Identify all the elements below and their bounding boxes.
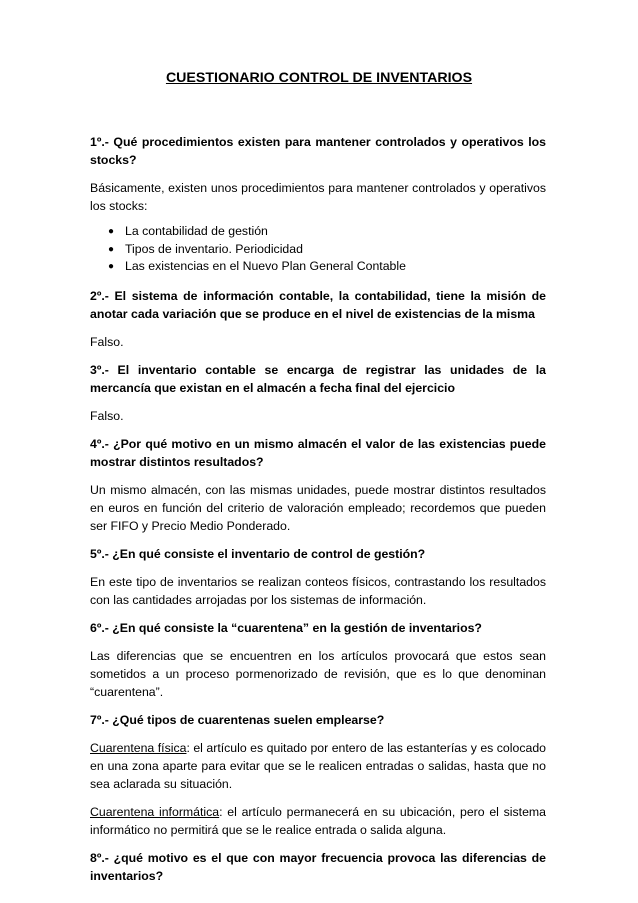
question-5: 5º.- ¿En qué consiste el inventario de control de gestión? [90, 546, 426, 561]
question-1: 1º.- Qué procedimientos existen para mantener controlados y operativos los stocks? [90, 135, 546, 167]
question-2: 2º.- El sistema de información contable, la contabilidad, tiene la misión de anotar cada variación que se produce en el nivel de existencias de la misma [90, 288, 546, 321]
answer-7-physical: Cuarentena física: el artículo es quitado por entero de las estanterías y es colocado en una zona aparte para evitar que se le realicen entradas o salidas, hasta que no sea aclarada su situación. [90, 740, 547, 791]
answer-2: Falso. [90, 334, 124, 349]
bullet-icon: ● [108, 226, 115, 237]
question-6: 6º.- ¿En qué consiste la “cuarentena” en la gestión de inventarios? [90, 620, 482, 635]
question-8: 8º.- ¿qué motivo es el que con mayor frecuencia provoca las diferencias de inventarios? [90, 850, 546, 883]
question-4: 4º.- ¿Por qué motivo en un mismo almacén el valor de las existencias puede mostrar distintos resultados? [90, 436, 546, 469]
question-7: 7º.- ¿Qué tipos de cuarentenas suelen emplearse? [90, 712, 385, 727]
answer-4: Un mismo almacén, con las mismas unidades, puede mostrar distintos resultados en euros en función del criterio de valoración empleado; recordemos que pueden ser FIFO y Precio Medio Ponderado. [90, 482, 546, 533]
bullet-icon: ● [108, 261, 115, 272]
list-item: ● Tipos de inventario. Periodicidad [125, 241, 546, 259]
list-item: ● La contabilidad de gestión [125, 223, 546, 241]
question-3: 3º.- El inventario contable se encarga de registrar las unidades de la mercancía que existan en el almacén a fecha final del ejercicio [90, 362, 546, 395]
term-physical-quarantine: Cuarentena física [90, 740, 187, 755]
questionnaire-body [90, 133, 546, 895]
answer-5: En este tipo de inventarios se realizan conteos físicos, contrastando los resultados con las cantidades arrojadas por los sistemas de información. [90, 574, 546, 607]
document-title: CUESTIONARIO CONTROL DE INVENTARIOS [165, 70, 473, 86]
answer-1: Básicamente, existen unos procedimientos para mantener controlados y operativos los stocks: [90, 181, 546, 213]
answer-6: Las diferencias que se encuentren en los artículos provocará que estos sean sometidos a un proceso pormenorizado de revisión, que es lo que denominan “cuarentena”. [90, 648, 546, 699]
bullet-icon: ● [108, 243, 115, 255]
term-computer-quarantine: Cuarentena informática [90, 804, 220, 819]
answer-1-list [90, 223, 546, 276]
list-item: ● Las existencias en el Nuevo Plan General Contable [125, 258, 546, 276]
answer-7-computer: Cuarentena informática: el artículo permanecerá en su ubicación, pero el sistema informático no permitirá que se le realice entrada o salida alguna. [90, 804, 546, 837]
answer-3: Falso. [90, 408, 124, 423]
